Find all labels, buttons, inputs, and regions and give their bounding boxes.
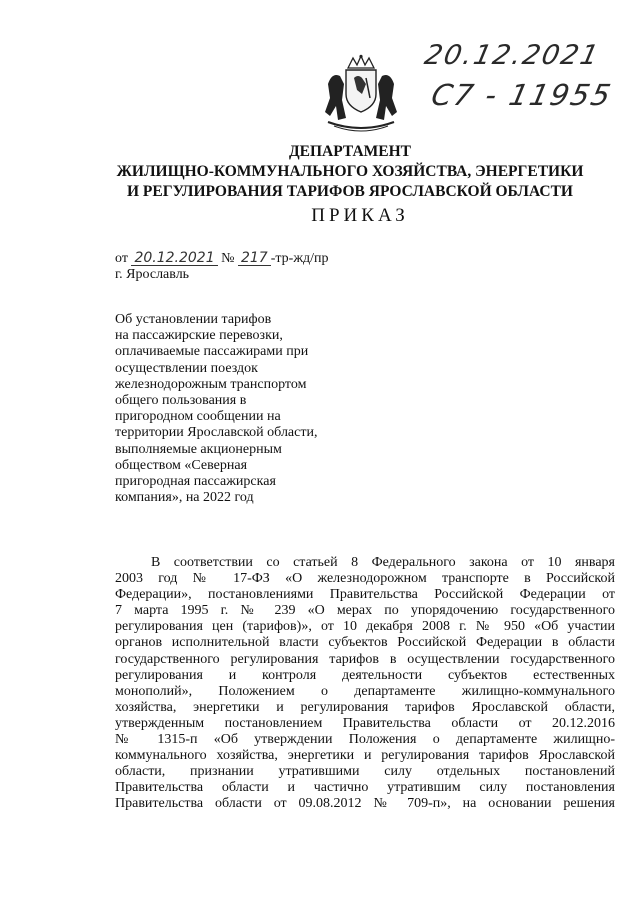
subject-line: выполняемые акционерным [115, 441, 282, 457]
body-line: № 1315-п «Об утверждении Положения о департаменте жилищно- [115, 732, 615, 748]
body-line: регулирования цен (тарифов)», от 10 декабря 2008 г. № 950 «Об участии [115, 619, 615, 635]
body-line: В соответствии со статьей 8 Федерального закона от 10 января [151, 555, 615, 570]
subject-line: железнодорожным транспортом [115, 376, 307, 392]
body-line: Правительства области и частично утратившим силу постановления [115, 780, 615, 796]
body-line: монополий», Положением о департаменте жилищно-коммунального [115, 683, 615, 699]
subject-line: на пассажирские перевозки, [115, 328, 283, 344]
registration-number-handwritten: С7 - 11955 [428, 78, 616, 112]
registration-date-handwritten: 20.12.2021 [421, 40, 603, 71]
body-line: регулирования и контроля деятельности субъектов естественных [115, 667, 615, 683]
subject-line: территории Ярославской области, [115, 425, 318, 441]
body-line: Правительства области от 09.08.2012 № 709-п», на основании решения [115, 796, 615, 812]
body-line: хозяйства, энергетики и регулирования тарифов Ярославской области, [115, 699, 615, 715]
body-line: области, признании утратившими силу отдельных постановлений [115, 764, 615, 780]
subject-line: пригородная пассажирская [115, 474, 276, 490]
body-line: государственного регулирования тарифов в осуществлении государственного [115, 651, 615, 667]
subject-line: оплачиваемые пассажирами при [115, 344, 309, 360]
order-number-handwritten: 217 [238, 251, 271, 266]
body-line: органов исполнительной власти субъектов Российской Федерации в области [115, 635, 615, 651]
department-title: ДЕПАРТАМЕНТ [288, 143, 412, 160]
order-date-number-line [115, 251, 329, 267]
subject-line: общего пользования в [115, 393, 247, 409]
order-title: ПРИКАЗ [311, 205, 409, 226]
city-label: г. Ярославль [115, 267, 190, 282]
body-line: 2003 год № 17-ФЗ «О железнодорожном транспорте в Российской [115, 571, 615, 587]
order-number-suffix: -тр-жд/пр [270, 251, 329, 266]
coat-of-arms-emblem [322, 54, 400, 134]
subject-line: пригородном сообщении на [115, 409, 281, 425]
department-name-line-2: И РЕГУЛИРОВАНИЯ ТАРИФОВ ЯРОСЛАВСКОЙ ОБЛАСТИ [127, 183, 573, 200]
subject-line: обществом «Северная [115, 457, 248, 473]
from-label: от [115, 251, 128, 266]
subject-line: компания», на 2022 год [115, 490, 254, 506]
order-date-handwritten: 20.12.2021 [131, 251, 217, 266]
order-subject [115, 312, 365, 506]
department-heading [90, 142, 610, 202]
body-line: 7 марта 1995 г. № 239 «О мерах по упорядочению государственного [115, 603, 615, 619]
subject-line: Об установлении тарифов [115, 312, 272, 327]
body-line: утвержденным постановлением Правительства области от 20.12.2016 [115, 715, 615, 731]
department-name-line-1: ЖИЛИЩНО-КОММУНАЛЬНОГО ХОЗЯЙСТВА, ЭНЕРГЕТИКИ [116, 163, 584, 180]
body-line: коммунального хозяйства, энергетики и регулирования тарифов Ярославской [115, 748, 615, 764]
body-line: Федерации», постановлениями Правительства Российской Федерации от [115, 587, 615, 603]
number-label: № [221, 251, 235, 266]
subject-line: осуществлении поездок [115, 360, 258, 376]
order-body-paragraph [115, 555, 615, 813]
